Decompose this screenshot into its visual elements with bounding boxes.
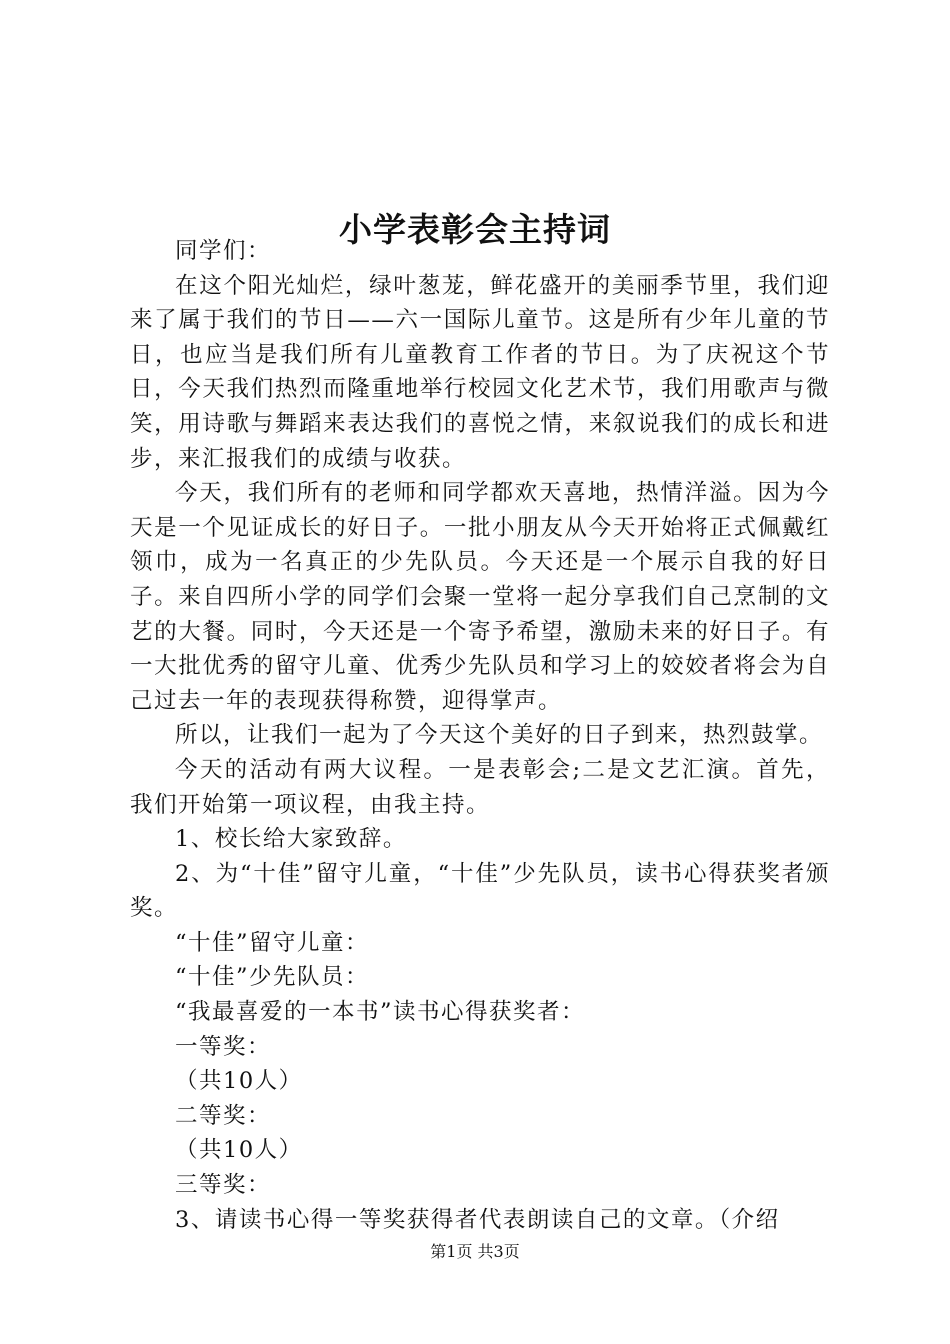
first-prize-label: 一等奖： bbox=[175, 1033, 272, 1060]
third-prize-label: 三等奖： bbox=[175, 1172, 272, 1199]
first-prize-count: （共10人） bbox=[175, 1068, 303, 1095]
paragraph-intro: 在这个阳光灿烂，绿叶葱茏，鲜花盛开的美丽季节里，我们迎来了属于我们的节日——六一国际儿童节。这是所有少年儿童的节日，也应当是我们所有儿童教育工作者的节日。为了庆祝这个节日，今天我们热烈而隆重地举行校园文化艺术节，我们用歌声与微笑，用诗歌与舞蹈来表达我们的喜悦之情，来叙说我们的成长和进步，来汇报我们的成绩与收获。 bbox=[130, 272, 830, 472]
document-title: 小学表彰会主持词 bbox=[339, 210, 611, 250]
second-prize-count: （共10人） bbox=[175, 1137, 303, 1164]
paragraph-greeting: 同学们： bbox=[175, 238, 272, 264]
agenda-item-1: 1、校长给大家致辞。 bbox=[175, 826, 407, 853]
award-left-behind-children: “十佳”留守儿童： bbox=[175, 929, 370, 956]
paragraph-applause: 所以，让我们一起为了今天这个美好的日子到来，热烈鼓掌。 bbox=[175, 722, 824, 749]
award-reading-winners: “我最喜爱的一本书”读书心得获奖者： bbox=[175, 999, 586, 1026]
document-body bbox=[130, 234, 830, 1237]
agenda-item-2: 2、为“十佳”留守儿童，“十佳”少先队员，读书心得获奖者颁奖。 bbox=[130, 860, 830, 922]
paragraph-today: 今天，我们所有的老师和同学都欢天喜地，热情洋溢。因为今天是一个见证成长的好日子。一批小朋友从今天开始将正式佩戴红领巾，成为一名真正的少先队员。今天还是一个展示自我的好日子。来自四所小学的同学们会聚一堂将一起分享我们自己烹制的文艺的大餐。同时，今天还是一个寄予希望，激励未来的好日子。有一大批优秀的留守儿童、优秀少先队员和学习上的姣姣者将会为自己过去一年的表现获得称赞，迎得掌声。 bbox=[130, 480, 830, 714]
page-footer: 第1页 共3页 bbox=[430, 1242, 520, 1261]
award-young-pioneers: “十佳”少先队员： bbox=[175, 964, 370, 991]
second-prize-label: 二等奖： bbox=[175, 1102, 272, 1129]
paragraph-agenda: 今天的活动有两大议程。一是表彰会;二是文艺汇演。首先，我们开始第一项议程，由我主持。 bbox=[130, 756, 830, 818]
agenda-item-3: 3、请读书心得一等奖获得者代表朗读自己的文章。（介绍 bbox=[175, 1206, 780, 1233]
